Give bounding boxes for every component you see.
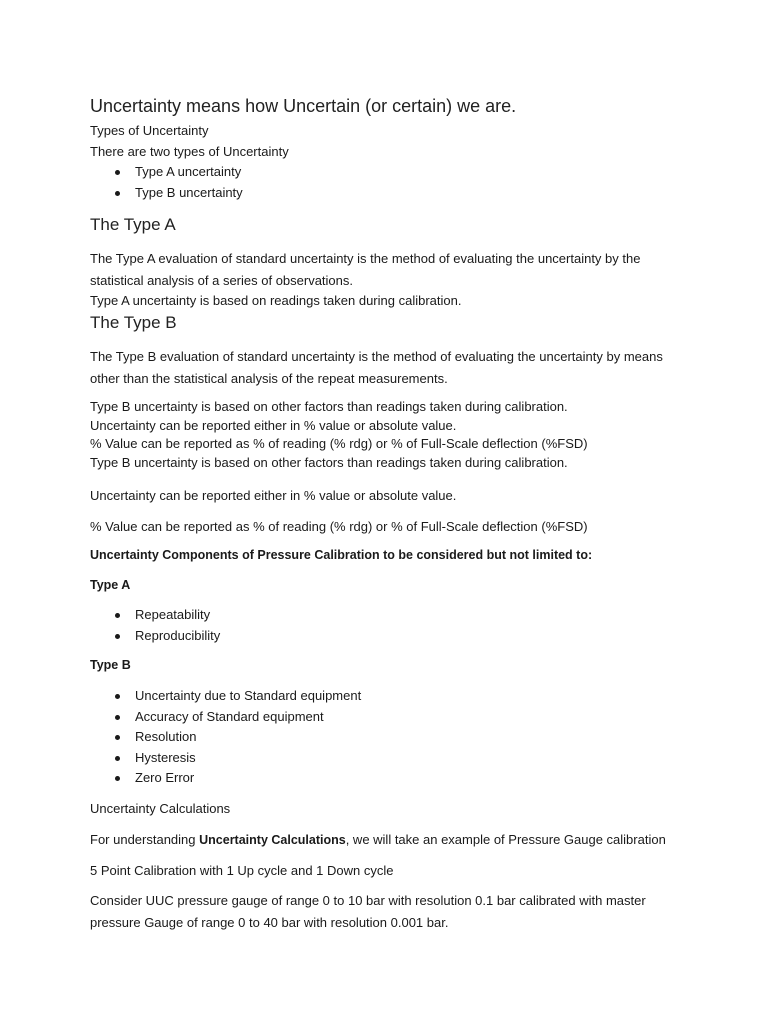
bullet-icon — [115, 776, 120, 781]
bullet-icon — [115, 191, 120, 196]
components-heading: Uncertainty Components of Pressure Calibration to be considered but not limited to: — [90, 548, 593, 562]
types-heading: Types of Uncertainty — [90, 123, 209, 138]
bullet-icon — [115, 735, 120, 740]
point-calibration-line: 5 Point Calibration with 1 Up cycle and 1 Down cycle — [90, 863, 394, 878]
reporting-line: Uncertainty can be reported either in % value or absolute value. — [90, 488, 457, 503]
bullet-icon — [115, 634, 120, 639]
list-item: Resolution — [90, 727, 650, 748]
calculations-heading: Uncertainty Calculations — [90, 801, 231, 816]
type-b-paragraph: The Type B evaluation of standard uncertainty is the method of evaluating the uncertainty by means other than the statistical analysis of the repeat measurements. — [90, 349, 663, 386]
type-b-components-list — [90, 686, 650, 789]
type-b-heading: The Type B — [90, 313, 177, 332]
bullet-icon — [115, 756, 120, 761]
type-b-line: % Value can be reported as % of reading (% rdg) or % of Full-Scale deflection (%FSD) — [90, 436, 588, 451]
bullet-icon — [115, 170, 120, 175]
type-a-line: Type A uncertainty is based on readings taken during calibration. — [90, 293, 462, 308]
type-a-heading: The Type A — [90, 215, 176, 234]
list-item: Hysteresis — [90, 748, 650, 769]
list-item: Reproducibility — [90, 626, 650, 647]
type-a-paragraph: The Type A evaluation of standard uncertainty is the method of evaluating the uncertainty by the statistical analysis of a series of observations. — [90, 251, 641, 288]
type-b-line: Uncertainty can be reported either in % value or absolute value. — [90, 417, 457, 433]
list-item: Uncertainty due to Standard equipment — [90, 686, 650, 707]
type-b-line: Type B uncertainty is based on other factors than readings taken during calibration. — [90, 454, 568, 470]
list-item: Accuracy of Standard equipment — [90, 707, 650, 728]
consider-paragraph: Consider UUC pressure gauge of range 0 to 10 bar with resolution 0.1 bar calibrated with master pressure Gauge of range 0 to 40 bar with resolution 0.001 bar. — [90, 893, 646, 930]
calculations-intro: For understanding Uncertainty Calculations, we will take an example of Pressure Gauge calibration — [90, 832, 666, 847]
type-a-components-list — [90, 605, 650, 646]
components-type-b-label: Type B — [90, 658, 131, 672]
list-item: Type A uncertainty — [90, 162, 650, 183]
bullet-icon — [115, 715, 120, 720]
type-b-line: Type B uncertainty is based on other factors than readings taken during calibration. — [90, 399, 568, 414]
components-type-a-label: Type A — [90, 578, 131, 592]
bullet-icon — [115, 694, 120, 699]
list-item: Zero Error — [90, 768, 650, 789]
types-list — [90, 162, 650, 203]
value-line: % Value can be reported as % of reading (% rdg) or % of Full-Scale deflection (%FSD) — [90, 519, 588, 534]
list-item: Type B uncertainty — [90, 183, 650, 204]
list-item: Repeatability — [90, 605, 650, 626]
page-title: Uncertainty means how Uncertain (or certain) we are. — [90, 96, 517, 116]
bullet-icon — [115, 613, 120, 618]
types-intro: There are two types of Uncertainty — [90, 144, 289, 159]
